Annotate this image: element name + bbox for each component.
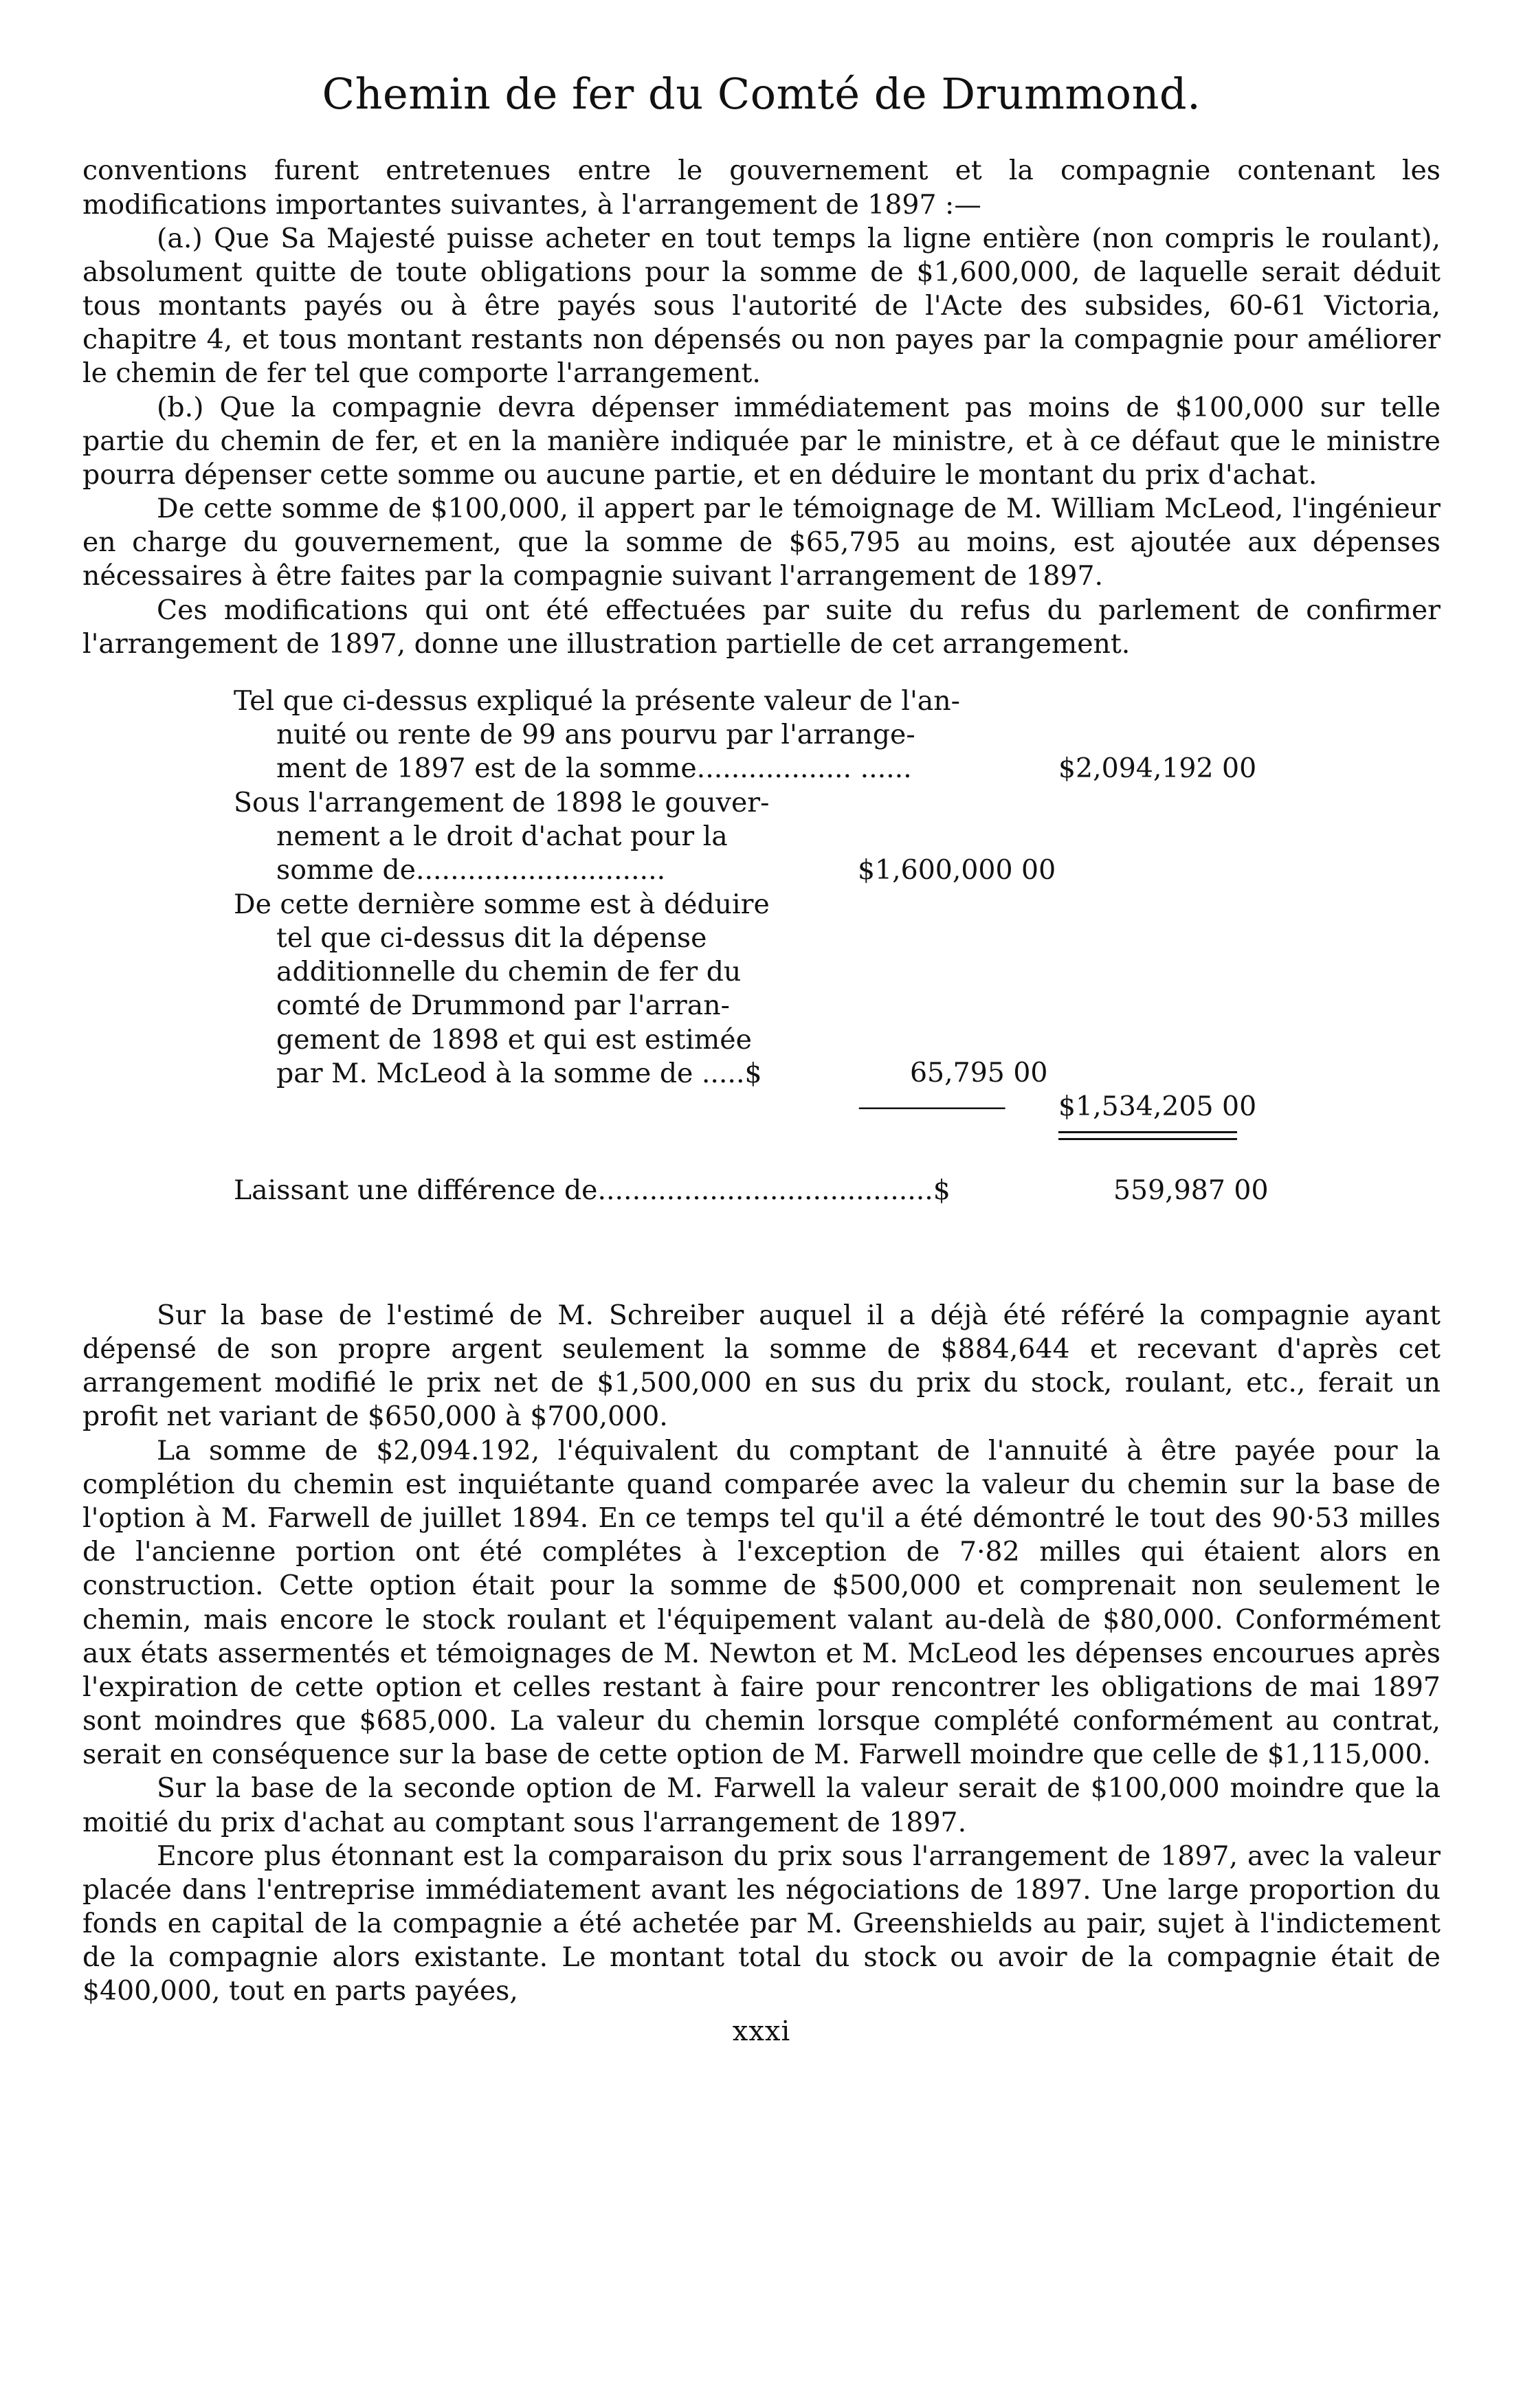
valuation-calculation [82, 684, 1441, 1275]
amount-purchase-right: $1,600,000 00 [858, 854, 1056, 886]
running-header: Chemin de fer du Comté de Drummond. [322, 69, 1201, 119]
calc-entry-line: somme de............................. [276, 854, 666, 887]
calc-entry-line: tel que ci-dessus dit la dépense [276, 922, 707, 955]
document-page [82, 69, 1441, 2385]
subtraction-dash: —————— [858, 1090, 1004, 1122]
amount-difference: 559,987 00 [1113, 1174, 1269, 1206]
body-text [82, 154, 1441, 661]
calc-entry-line: nuité ou rente de 99 ans pourvu par l'arrange- [276, 719, 915, 751]
calc-entry-line: nement a le droit d'achat pour la [276, 821, 728, 853]
calc-entry-line: par M. McLeod à la somme de .....$ [276, 1057, 762, 1089]
paragraph-farwell-option: La somme de $2,094.192, l'équivalent du comptant de l'annuité à être payée pour la complétion du chemin est inquiétante quand comparée avec la valeur du chemin sur la base de l'option à M. Farwell de juillet 1894. En ce temps tel qu'il a été démontré le tout des 90·53 milles de l'ancienne portion ont été complétes à l'exception de 7·82 milles qui étaient alors en construction. Cette option était pour la somme de $500,000 et comprenait non seulement le chemin, mais encore le stock roulant et l'équipement valant au-delà de $80,000. Conformément aux états assermentés et témoignages de M. Newton et M. McLeod les dépenses encourues après l'expiration de cette option et celles restant à faire pour rencontrer les obligations de mai 1897 sont moindres que $685,000. La valeur du chemin lorsque complété conformément au contrat, serait en conséquence sur la base de cette option de M. Farwell moindre que celle de $1,115,000. [82, 1434, 1441, 1771]
calc-entry-line: gement de 1898 et qui est estimée [276, 1023, 752, 1056]
calc-entry-line: comté de Drummond par l'arran- [276, 990, 730, 1022]
total-rule [1058, 1138, 1237, 1140]
amount-annuity: $2,094,192 00 [1058, 752, 1257, 784]
paragraph-schreiber-estimate: Sur la base de l'estimé de M. Schreiber auquel il a déjà été référé la compagnie ayant dépensé de son propre argent seulement la somme de $884,644 et recevant d'après cet arrangement modifié le prix net de $1,500,000 en sus du prix du stock, roulant, etc., ferait un profit net variant de $650,000 à $700,000. [82, 1299, 1441, 1433]
paragraph-modifications: Ces modifications qui ont été effectuées par suite du refus du parlement de confirmer l'arrangement de 1897, donne une illustration partielle de cet arrangement. [82, 594, 1441, 660]
calc-entry-line: additionnelle du chemin de fer du [276, 956, 742, 988]
calc-entry-purchase-right [234, 786, 852, 888]
calc-entry-deduction [234, 888, 852, 1091]
total-rule [1058, 1131, 1237, 1133]
page-number: xxxi [732, 2015, 791, 2047]
paragraph-second-option: Sur la base de la seconde option de M. Farwell la valeur serait de $100,000 moindre que la moitié du prix d'achat au comptant sous l'arrangement de 1897. [82, 1772, 1441, 1838]
paragraph-intro: conventions furent entretenues entre le gouvernement et la compagnie contenant les modifications importantes suivantes, à l'arrangement de 1897 :— [82, 155, 1441, 221]
calc-entry-line: Tel que ci-dessus expliqué la présente valeur de l'an- [234, 684, 960, 717]
difference-label: Laissant une différence de.......................................$ [234, 1174, 951, 1206]
amount-deduction: 65,795 00 [910, 1056, 1048, 1089]
calc-entry-line: De cette dernière somme est à déduire [234, 888, 770, 920]
paragraph-comparison: Encore plus étonnant est la comparaison du prix sous l'arrangement de 1897, avec la valeur placée dans l'entreprise immédiatement avant les négociations de 1897. Une large proportion du fonds en capital de la compagnie a été achetée par M. Greenshields au pair, sujet à l'indictement de la compagnie alors existante. Le montant total du stock ou avoir de la compagnie était de $400,000, tout en parts payées, [82, 1840, 1441, 2007]
paragraph-clause-a: (a.) Que Sa Majesté puisse acheter en tout temps la ligne entière (non compris le roulant), absolument quitte de toute obligations pour la somme de $1,600,000, de laquelle serait déduit tous montants payés ou à être payés sous l'autorité de l'Acte des subsides, 60-61 Victoria, chapitre 4, et tous montant restants non dépensés ou non payes par la compagnie pour améliorer le chemin de fer tel que comporte l'arrangement. [82, 222, 1441, 390]
calc-entry-annuity [234, 684, 962, 786]
calc-entry-line: Sous l'arrangement de 1898 le gouver- [234, 786, 770, 818]
paragraph-mcleod-testimony: De cette somme de $100,000, il appert par le témoignage de M. William McLeod, l'ingénieur en charge du gouvernement, que la somme de $65,795 au moins, est ajoutée aux dépenses nécessaires à être faites par la compagnie suivant l'arrangement de 1897. [82, 493, 1441, 592]
calc-entry-line: ment de 1897 est de la somme.................. ...... [276, 752, 912, 785]
paragraph-clause-b: (b.) Que la compagnie devra dépenser immédiatement pas moins de $100,000 sur telle partie du chemin de fer, et en la manière indiquée par le ministre, et à ce défaut que le ministre pourra dépenser cette somme ou aucune partie, et en déduire le montant du prix d'achat. [82, 391, 1441, 491]
amount-net-purchase: $1,534,205 00 [1058, 1090, 1257, 1122]
body-text-continued [82, 1299, 1441, 2009]
